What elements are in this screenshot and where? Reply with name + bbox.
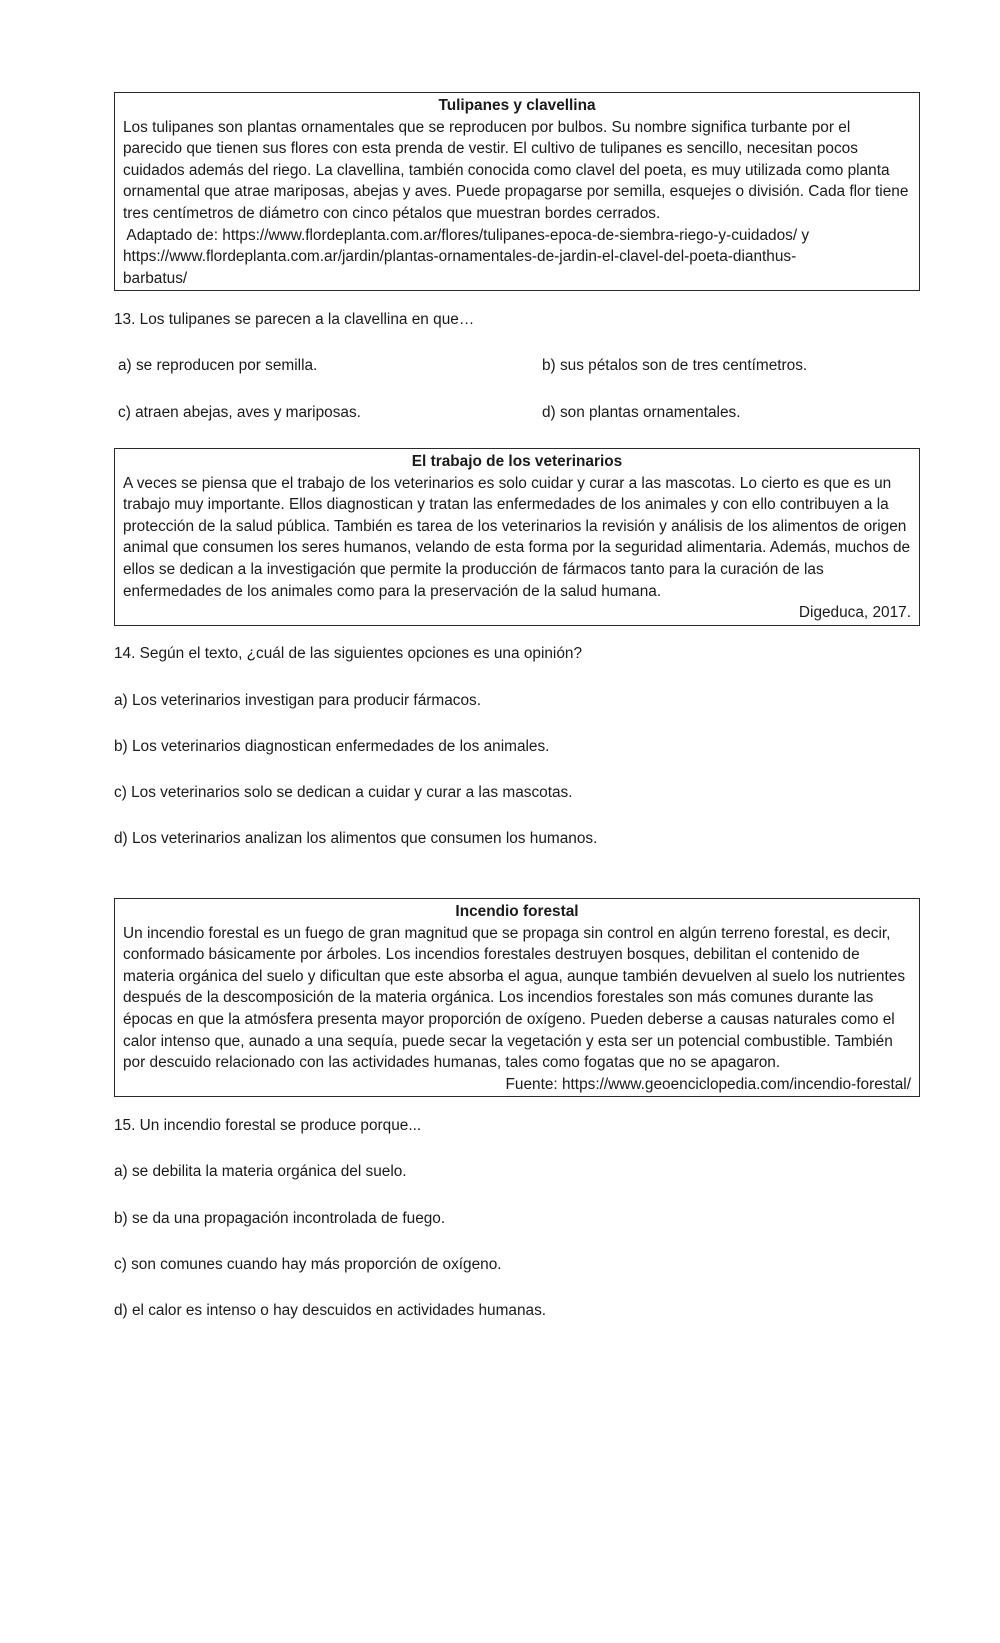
passage-title: El trabajo de los veterinarios — [411, 453, 623, 470]
option-14-c[interactable]: c) Los veterinarios solo se dedican a cuidar y curar a las mascotas. — [114, 784, 573, 801]
option-14-b[interactable]: b) Los veterinarios diagnostican enfermedades de los animales. — [114, 738, 550, 755]
passage-source: Digeduca, 2017. — [798, 604, 911, 622]
option-15-b[interactable]: b) se da una propagación incontrolada de fuego. — [114, 1210, 446, 1227]
passage-body: Los tulipanes son plantas ornamentales que se reproducen por bulbos. Su nombre significa turbante por el parecido que tienen sus flores con esta prenda de vestir. El cultivo de tulipanes es sencillo, necesitan pocos cuidados además del riego. La clavellina, también conocida como clavel del poeta, es muy utilizada como planta ornamental que atrae mariposas, abejas y aves. Puede propagarse por semilla, esquejes o división. Cada flor tiene tres centímetros de diámetro con cinco pétalos que muestran bordes cerrados. — [123, 118, 909, 222]
question-15: 15. Un incendio forestal se produce porque... — [114, 1117, 422, 1134]
passage-source-line: https://www.flordeplanta.com.ar/jardin/plantas-ornamentales-de-jardin-el-clavel-del-poeta-dianthus- — [123, 248, 797, 266]
passage-source-line: Adaptado de: https://www.flordeplanta.com.ar/flores/tulipanes-epoca-de-siembra-riego-y-cuidados/ y — [123, 226, 810, 244]
question-14: 14. Según el texto, ¿cuál de las siguientes opciones es una opinión? — [114, 645, 583, 662]
option-14-d[interactable]: d) Los veterinarios analizan los alimentos que consumen los humanos. — [114, 830, 598, 847]
passage-incendio — [114, 898, 920, 1097]
option-14-a[interactable]: a) Los veterinarios investigan para producir fármacos. — [114, 692, 481, 709]
question-13: 13. Los tulipanes se parecen a la clavellina en que… — [114, 311, 475, 328]
option-15-c[interactable]: c) son comunes cuando hay más proporción de oxígeno. — [114, 1256, 502, 1273]
passage-body: A veces se piensa que el trabajo de los veterinarios es solo cuidar y curar a las mascotas. Lo cierto es que es un trabajo muy importante. Ellos diagnostican y tratan las enfermedades de los animales y con ello contribuyen a la protección de la salud pública. También es tarea de los veterinarios la revisión y análisis de los alimentos de origen animal que consumen los seres humanos, velando de esta forma por la seguridad alimentaria. Además, muchos de ellos se dedican a la investigación que permite la producción de fármacos tanto para la curación de las enfermedades de los animales como para la preservación de la salud humana. — [123, 474, 911, 600]
passage-source: Fuente: https://www.geoenciclopedia.com/incendio-forestal/ — [505, 1075, 911, 1093]
passage-body — [123, 923, 911, 1093]
passage-title: Tulipanes y clavellina — [438, 97, 596, 114]
option-15-a[interactable]: a) se debilita la materia orgánica del suelo. — [114, 1163, 407, 1180]
passage-tulipanes — [114, 92, 920, 291]
option-13-a[interactable]: a) se reproducen por semilla. — [118, 357, 318, 374]
passage-veterinarios — [114, 448, 920, 626]
passage-body-text: Un incendio forestal es un fuego de gran magnitud que se propaga sin control en algún terreno forestal, es decir, conformado básicamente por árboles. Los incendios forestales destruyen bosques, debilitan el contenido de materia orgánica del suelo y dificultan que este absorba el agua, aunque también devuelven al suelo los nutrientes después de la descomposición de la materia orgánica. Los incendios forestales son más comunes durante las épocas en que la atmósfera presenta mayor proporción de oxígeno. Pueden deberse a causas naturales como el calor intenso que, aunado a una sequía, puede secar la vegetación y esta ser un potencial combustible. También por descuido relacionado con las actividades humanas, tales como fogatas que no se apagaron. — [123, 924, 906, 1072]
option-15-d[interactable]: d) el calor es intenso o hay descuidos en actividades humanas. — [114, 1302, 547, 1319]
option-13-b[interactable]: b) sus pétalos son de tres centímetros. — [542, 357, 808, 374]
passage-title: Incendio forestal — [455, 903, 579, 920]
option-13-d[interactable]: d) son plantas ornamentales. — [542, 404, 741, 421]
passage-source-line: barbatus/ — [123, 269, 188, 287]
option-13-c[interactable]: c) atraen abejas, aves y mariposas. — [118, 404, 361, 421]
